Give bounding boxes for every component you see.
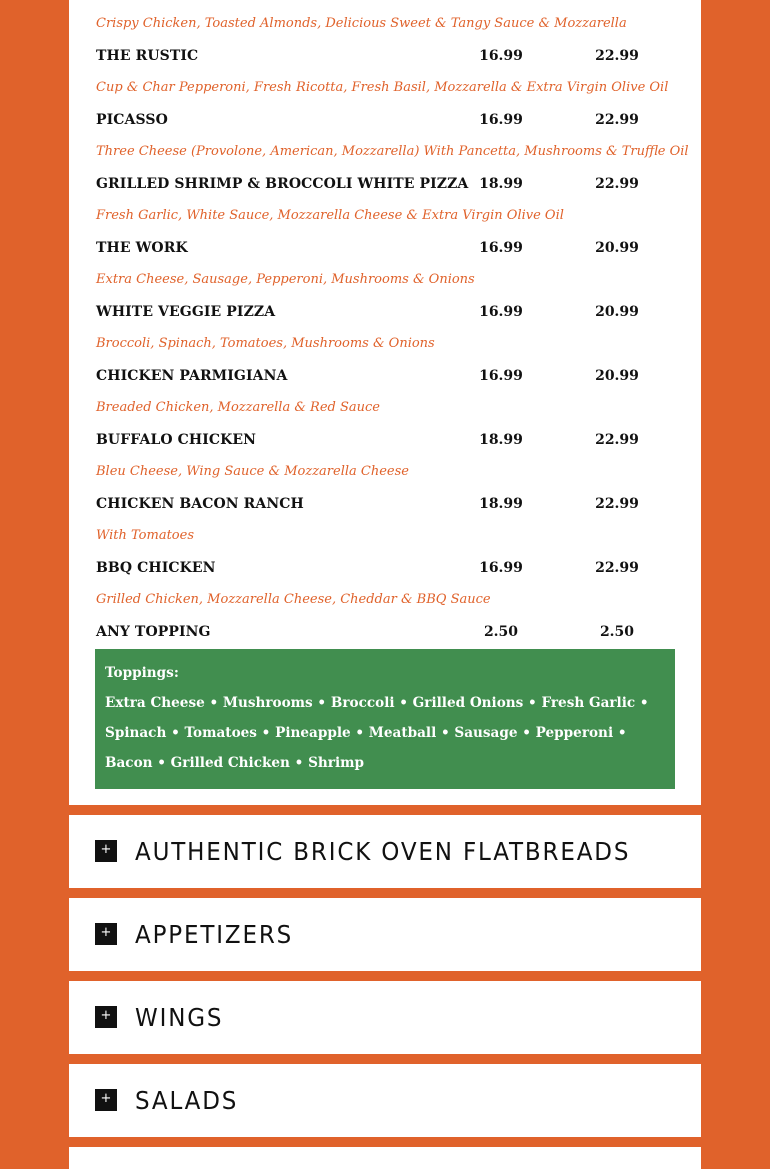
section-flatbreads[interactable] — [69, 815, 701, 888]
menu-item-price-large: 20.99 — [595, 240, 639, 256]
menu-item-price-large: 2.50 — [599, 624, 635, 640]
menu-item-price-small: 2.50 — [483, 624, 519, 640]
menu-item-row — [96, 360, 676, 392]
menu-item-price-large: 20.99 — [595, 368, 639, 384]
menu-item-price-small: 16.99 — [479, 368, 523, 384]
menu-item-row — [96, 104, 676, 136]
section-title[interactable]: APPETIZERS — [135, 920, 294, 949]
menu-item-description: With Tomatoes — [96, 528, 195, 543]
menu-item-row — [96, 616, 676, 648]
menu-item-description: Extra Cheese, Sausage, Pepperoni, Mushrooms & Onions — [96, 272, 475, 287]
menu-item-name: GRILLED SHRIMP & BROCCOLI WHITE PIZZA — [96, 176, 469, 192]
menu-item-name: CHICKEN BACON RANCH — [96, 496, 304, 512]
menu-item-name: THE RUSTIC — [96, 48, 199, 64]
menu-item-description: Three Cheese (Provolone, American, Mozzarella) With Pancetta, Mushrooms & Truffle Oil — [96, 144, 689, 159]
menu-item-price-large: 22.99 — [595, 432, 639, 448]
menu-item-price-large: 22.99 — [595, 48, 639, 64]
menu-item-row — [96, 488, 676, 520]
menu-item-name: THE WORK — [96, 240, 188, 256]
toppings-label: Toppings: — [105, 665, 179, 681]
expand-plus-icon[interactable]: + — [95, 1006, 117, 1028]
section-title[interactable]: WINGS — [135, 1003, 224, 1032]
menu-item-row — [96, 168, 676, 200]
section-appetizers[interactable] — [69, 898, 701, 971]
menu-item-row — [96, 296, 676, 328]
menu-item-name: BBQ CHICKEN — [96, 560, 216, 576]
menu-item-name: BUFFALO CHICKEN — [96, 432, 257, 448]
menu-item-price-large: 22.99 — [595, 176, 639, 192]
menu-item-price-small: 18.99 — [479, 496, 523, 512]
menu-item-row — [96, 232, 676, 264]
menu-item-price-small: 16.99 — [479, 112, 523, 128]
menu-item-price-large: 20.99 — [595, 304, 639, 320]
section-title[interactable]: AUTHENTIC BRICK OVEN FLATBREADS — [135, 837, 631, 866]
menu-item-description: Bleu Cheese, Wing Sauce & Mozzarella Cheese — [96, 464, 409, 479]
menu-item-price-large: 22.99 — [595, 112, 639, 128]
menu-item-row — [96, 40, 676, 72]
menu-item-row — [96, 424, 676, 456]
toppings-box — [95, 649, 675, 789]
menu-item-name: CHICKEN PARMIGIANA — [96, 368, 288, 384]
menu-item-price-small: 16.99 — [479, 304, 523, 320]
menu-item-description: Cup & Char Pepperoni, Fresh Ricotta, Fresh Basil, Mozzarella & Extra Virgin Olive Oil — [96, 80, 669, 95]
menu-item-name: PICASSO — [96, 112, 168, 128]
menu-item-price-small: 16.99 — [479, 240, 523, 256]
menu-item-price-small: 16.99 — [479, 560, 523, 576]
section-salads[interactable] — [69, 1064, 701, 1137]
section-title[interactable]: SALADS — [135, 1086, 239, 1115]
menu-item-description: Grilled Chicken, Mozzarella Cheese, Cheddar & BBQ Sauce — [96, 592, 491, 607]
menu-item-name: WHITE VEGGIE PIZZA — [96, 304, 276, 320]
menu-item-price-large: 22.99 — [595, 496, 639, 512]
menu-item-description: Fresh Garlic, White Sauce, Mozzarella Cheese & Extra Virgin Olive Oil — [96, 208, 564, 223]
menu-item-price-small: 16.99 — [479, 48, 523, 64]
menu-item-price-large: 22.99 — [595, 560, 639, 576]
expand-plus-icon[interactable]: + — [95, 923, 117, 945]
menu-item-price-small: 18.99 — [479, 432, 523, 448]
menu-item-description: Broccoli, Spinach, Tomatoes, Mushrooms & Onions — [96, 336, 435, 351]
expand-plus-icon[interactable]: + — [95, 840, 117, 862]
toppings-list: Extra Cheese • Mushrooms • Broccoli • Grilled Onions • Fresh Garlic • Spinach • Tomatoes • Pineapple • Meatball • Sausage • Pepperoni • Bacon • Grilled Chicken • Shrimp — [105, 695, 649, 771]
menu-item-price-small: 18.99 — [479, 176, 523, 192]
menu-item-name: ANY TOPPING — [96, 624, 211, 640]
first-item-description: Crispy Chicken, Toasted Almonds, Delicious Sweet & Tangy Sauce & Mozzarella — [96, 16, 627, 31]
menu-item-description: Breaded Chicken, Mozzarella & Red Sauce — [96, 400, 380, 415]
menu-item-row — [96, 552, 676, 584]
expand-plus-icon[interactable]: + — [95, 1089, 117, 1111]
section-wings[interactable] — [69, 981, 701, 1054]
next-section-partial[interactable] — [69, 1147, 701, 1169]
